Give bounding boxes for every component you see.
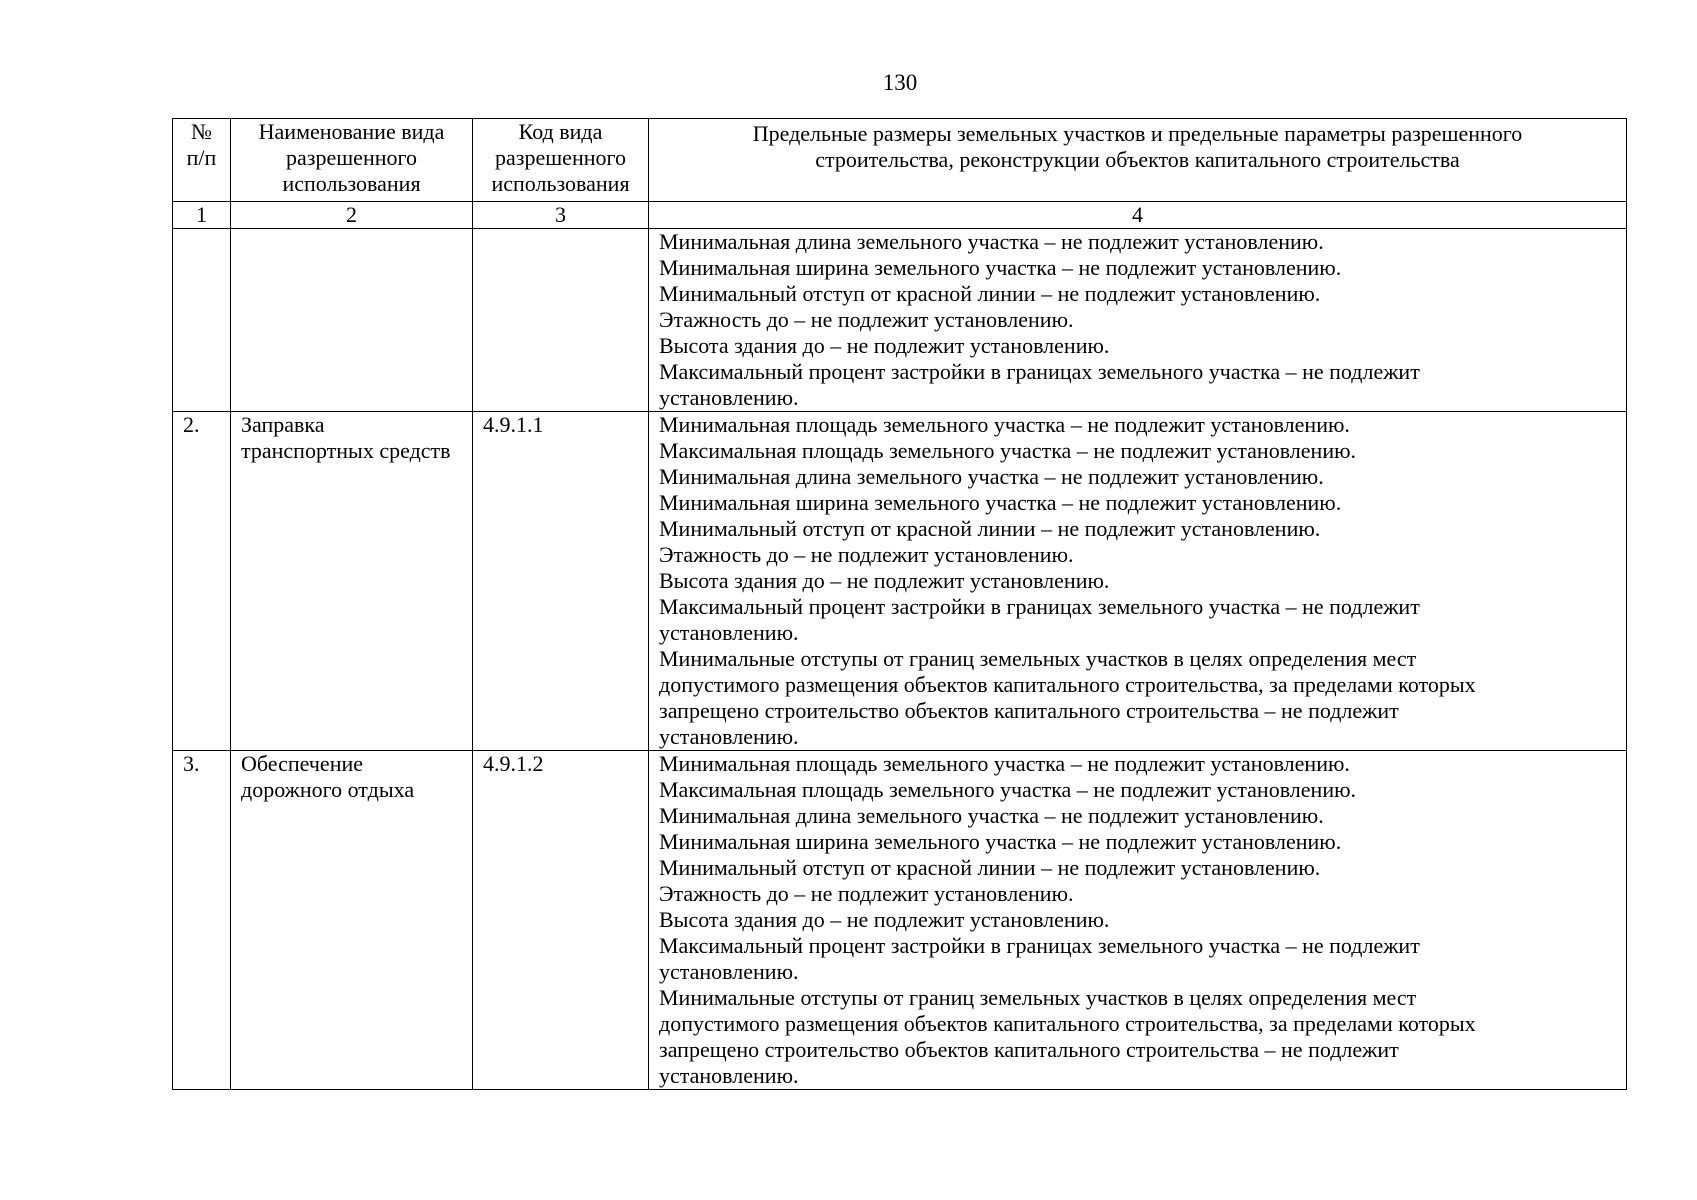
table-body [173, 229, 1627, 1090]
parameters [649, 412, 1627, 751]
parameter-line: Максимальный процент застройки в границах земельного участка – не подлежит [659, 933, 1420, 958]
parameter-line: Максимальный процент застройки в границах земельного участка – не подлежит [659, 359, 1420, 384]
column-number: 4 [649, 202, 1627, 229]
parameter-line: допустимого размещения объектов капитального строительства, за пределами которых [659, 672, 1476, 697]
parameter-line: установлению. [659, 724, 799, 749]
column-number: 1 [173, 202, 231, 229]
parameter-line: Минимальный отступ от красной линии – не подлежит установлению. [659, 281, 1321, 306]
use-name: Заправка транспортных средств [231, 412, 473, 751]
use-code: 4.9.1.2 [473, 751, 649, 1090]
parameter-line: Высота здания до – не подлежит установлению. [659, 907, 1110, 932]
use-name [231, 229, 473, 412]
column-number: 2 [231, 202, 473, 229]
parameter-line: установлению. [659, 959, 799, 984]
parameter-line: Этажность до – не подлежит установлению. [659, 307, 1074, 332]
parameter-line: установлению. [659, 385, 799, 410]
land-use-parameters-table [172, 118, 1627, 1090]
page-number: 130 [882, 70, 918, 95]
parameter-line: Минимальный отступ от красной линии – не подлежит установлению. [659, 516, 1321, 541]
parameter-line: Минимальная длина земельного участка – не подлежит установлению. [659, 464, 1324, 489]
parameter-line: Минимальные отступы от границ земельных участков в целях определения мест [659, 985, 1417, 1010]
table-row [173, 229, 1627, 412]
column-number-row [173, 202, 1627, 229]
parameter-line: допустимого размещения объектов капитального строительства, за пределами которых [659, 1011, 1476, 1036]
parameter-line: Минимальная длина земельного участка – не подлежит установлению. [659, 803, 1324, 828]
use-code: 4.9.1.1 [473, 412, 649, 751]
parameter-line: Минимальный отступ от красной линии – не подлежит установлению. [659, 855, 1321, 880]
table-row [173, 751, 1627, 1090]
header-col-name: Наименование вида разрешенного использования [231, 119, 473, 202]
parameter-line: Этажность до – не подлежит установлению. [659, 542, 1074, 567]
parameter-line: Максимальная площадь земельного участка – не подлежит установлению. [659, 777, 1357, 802]
table-header-row [173, 119, 1627, 202]
parameter-line: Высота здания до – не подлежит установлению. [659, 568, 1110, 593]
parameter-line: Максимальный процент застройки в границах земельного участка – не подлежит [659, 594, 1420, 619]
header-col-number: № п/п [173, 119, 231, 202]
parameter-line: Минимальная площадь земельного участка – не подлежит установлению. [659, 412, 1350, 437]
parameter-line: Минимальная ширина земельного участка – не подлежит установлению. [659, 490, 1342, 515]
parameters [649, 751, 1627, 1090]
header-col-parameters: Предельные размеры земельных участков и предельные параметры разрешенного строительства, реконструкции объектов капитального строительства [649, 119, 1627, 202]
parameters [649, 229, 1627, 412]
table-row [173, 412, 1627, 751]
parameter-line: Минимальные отступы от границ земельных участков в целях определения мест [659, 646, 1417, 671]
parameter-line: Минимальная ширина земельного участка – не подлежит установлению. [659, 829, 1342, 854]
parameter-line: Минимальная площадь земельного участка – не подлежит установлению. [659, 751, 1350, 776]
parameter-line: запрещено строительство объектов капитального строительства – не подлежит [659, 698, 1399, 723]
parameter-line: запрещено строительство объектов капитального строительства – не подлежит [659, 1037, 1399, 1062]
parameter-line: Высота здания до – не подлежит установлению. [659, 333, 1110, 358]
parameter-line: Максимальная площадь земельного участка – не подлежит установлению. [659, 438, 1357, 463]
column-number: 3 [473, 202, 649, 229]
row-number [173, 229, 231, 412]
row-number: 3. [173, 751, 231, 1090]
parameter-line: установлению. [659, 1063, 799, 1088]
parameter-line: установлению. [659, 620, 799, 645]
parameter-line: Этажность до – не подлежит установлению. [659, 881, 1074, 906]
header-col-code: Код вида разрешенного использования [473, 119, 649, 202]
use-code [473, 229, 649, 412]
parameter-line: Минимальная ширина земельного участка – не подлежит установлению. [659, 255, 1342, 280]
use-name: Обеспечение дорожного отдыха [231, 751, 473, 1090]
row-number: 2. [173, 412, 231, 751]
parameter-line: Минимальная длина земельного участка – не подлежит установлению. [659, 229, 1324, 254]
